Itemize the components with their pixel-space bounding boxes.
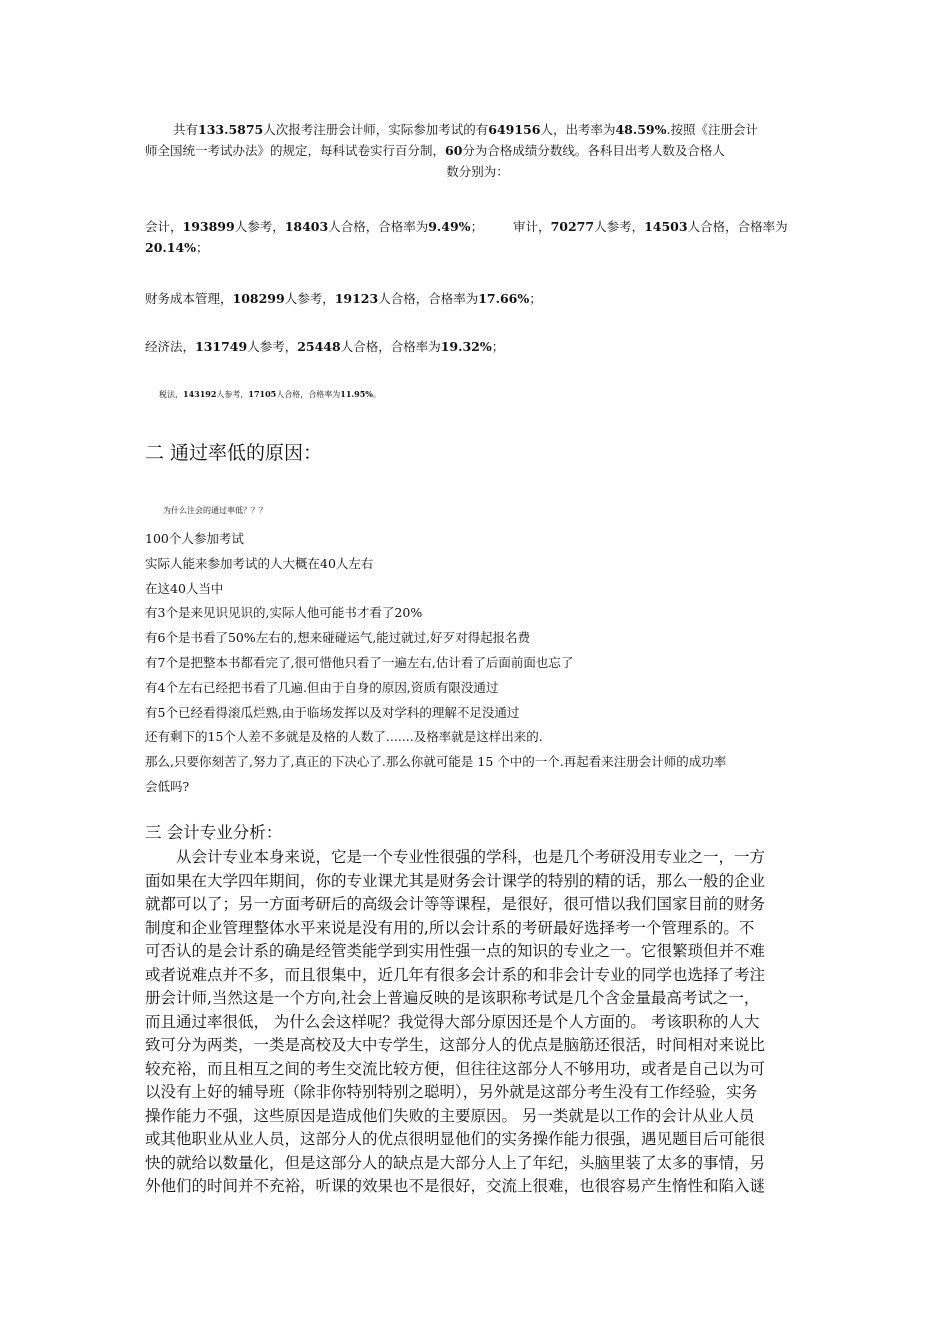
body-line: 或其他职业从业人员，这部分人的优点很明显他们的实务操作能力很强，遇见题目后可能很 [145,1130,766,1148]
list-item: 有3个是来见识见识的,实际人他可能书才看了20% [145,605,423,621]
body-line: 就都可以了；另一方面考研后的高级会计等等课程，是很好，很可惜以我们国家目前的财务 [145,895,766,913]
section-2-final-line-1: 那么,只要你刻苦了,努力了,真正的下决心了.那么你就可能是 15 个中的一个.再起看来注册会计师的成功率 [145,754,727,770]
section-2-heading: 二 通过率低的原因： [145,442,323,464]
list-item: 实际人能来参加考试的人大概在40人左右 [145,555,374,571]
list-item: 在这40人当中 [145,580,224,596]
stat-economic-law: 经济法，131749人参考，25448人合格，合格率为19.32%； [145,339,505,354]
body-line: 册会计师,当然这是一个方向,社会上普遍反映的是该职称考试是几个含金量最高考试之一， [145,989,760,1007]
stats-line-accounting-audit [145,216,810,237]
intro-paragraph [145,119,810,182]
body-line: 致可分为两类，一类是高校及大中专学生，这部分人的优点是脑筋还很活，时间相对来说比 [145,1036,766,1054]
list-item: 有6个是书看了50%左右的,想来碰碰运气,能过就过,好歹对得起报名费 [145,630,531,646]
list-item: 有7个是把整本书都看完了,很可惜他只看了一遍左右,估计看了后面前面也忘了 [145,654,574,670]
body-line: 操作能力不强，这些原因是造成他们失败的主要原因。 另一类就是以工作的会计从业人员 [145,1106,755,1125]
section-2-list [145,527,810,800]
stat-audit: 审计，70277人参考，14503人合格，合格率为 [513,219,788,234]
section-3-body [145,846,810,1199]
body-line: 而且通过率很低， 为什么会这样呢？我觉得大部分原因还是个人方面的。 考该职称的人大 [145,1012,760,1031]
list-item: 还有剩下的15个人差不多就是及格的人数了.......及格率就是这样出来的. [145,729,543,745]
stat-tax-law: 税法，143192人参考，17105人合格，合格率为11.95%。 [159,389,381,399]
body-line: 面如果在大学四年期间，你的专业课尤其是财务会计课学的特别的精的话，那么一般的企业 [145,871,766,890]
section-2-final-line-2: 会低吗? [145,778,190,794]
body-line: 制度和企业管理整体水平来说是没有用的,所以会计系的考研最好选择考一个管理系的。不 [145,918,755,937]
stats-accounting-audit [145,216,810,258]
stat-audit-continued: 20.14%； [145,240,209,255]
body-line: 可否认的是会计系的确是经管类能学到实用性强一点的知识的专业之一。它很繁琐但并不难 [145,942,766,960]
body-line: 以没有上好的辅导班（除非你特别特别之聪明），另外就是这部分考生没有工作经验，实务 [145,1083,758,1101]
stat-accounting: 会计，193899人参考，18403人合格，合格率为9.49%； [145,219,484,234]
section-2-question: 为什么注会的通过率低？？？ [163,506,267,515]
intro-line-1: 共有133.5875人次报考注册会计师，实际参加考试的有649156人，出考率为48.59%.按照《注册会计 [173,122,758,137]
body-line: 或者说难点并不多，而且很集中，近几年有很多会计系的和非会计专业的同学也选择了考注 [145,965,766,984]
body-line: 从会计专业本身来说，它是一个专业性很强的学科，也是几个考研没用专业之一，一方 [176,848,766,866]
body-line: 外他们的时间并不充裕，听课的效果也不是很好，交流上很难，也很容易产生惰性和陷入谜 [145,1177,766,1195]
list-item: 100个人参加考试 [145,531,244,546]
stat-financial-cost-management: 财务成本管理，108299人参考，19123人合格，合格率为17.66%； [145,291,542,306]
list-item: 有4个左右已经把书看了几遍.但由于自身的原因,资质有限没通过 [145,679,499,695]
body-line: 较充裕，而且相互之间的考生交流比较方便，但往往这部分人不够用功，或者是自己以为可 [145,1059,766,1078]
section-3-heading: 三 会计专业分析： [145,823,283,842]
list-item: 有5个已经看得滚瓜烂熟,由于临场发挥以及对学科的理解不足没通过 [145,704,520,720]
intro-line-3: 数分别为： [446,164,509,179]
intro-line-2: 师全国统一考试办法》的规定，每科试卷实行百分制，60分为合格成绩分数线。各科目出考人数及合格人 [145,143,725,158]
body-line: 快的就给以数量化，但是这部分人的缺点是大部分人上了年纪，头脑里装了太多的事情，另 [145,1153,766,1172]
